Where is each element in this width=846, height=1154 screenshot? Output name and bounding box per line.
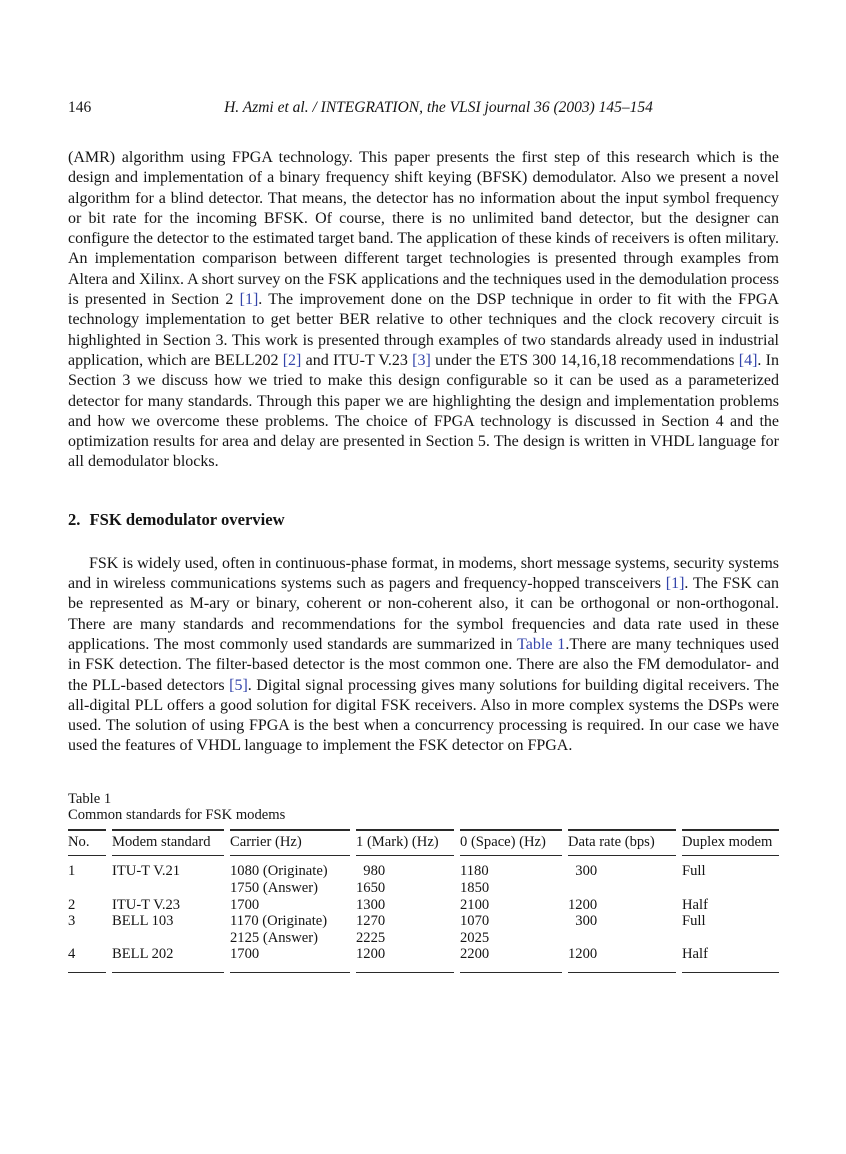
paragraph: FSK is widely used, often in continuous-phase format, in modems, short message systems, security systems and in wireless communications systems such as pagers and frequency-hopped transceivers [1]. The FSK can be represented as M-ary or binary, coherent or non-coherent also, it can be orthogonal or non-orthogonal. There are many standards and recommendations for the symbol frequencies and data rate used in these applications. The most commonly used standards are summarized in Table 1.There are many techniques used in FSK detection. The filter-based detector is the most common one. There are also the FM demodulator- and the PLL-based detectors [5]. Digital signal processing gives many solutions for building digital receivers. The all-digital PLL offers a good solution for digital FSK receivers. Also in more complex systems the DSPs were used. The solution of using FPGA is the best when a concurrency processing is required. In our case we have used the features of VHDL language to implement the FSK detector on FPGA. xyxy=(68,554,780,755)
cell-value: 300 xyxy=(575,863,598,880)
section-heading xyxy=(68,510,779,530)
citation-link-5[interactable]: [5] xyxy=(229,676,248,694)
section-title: FSK demodulator overview xyxy=(89,509,285,529)
fsk-standards-table xyxy=(62,829,785,973)
cell-value: 4 xyxy=(68,946,76,963)
table-cell xyxy=(568,946,676,973)
cell-value: 1270 xyxy=(356,913,386,930)
table-cell xyxy=(682,913,779,930)
cell-value: 1650 xyxy=(356,879,386,896)
column-header: Duplex modem xyxy=(682,829,779,856)
section-paragraphs xyxy=(68,554,779,757)
cell-value: Half xyxy=(682,896,708,913)
table-cell xyxy=(356,856,454,880)
cell-value: 2225 xyxy=(356,929,386,946)
table-cell xyxy=(230,897,350,914)
table-cell xyxy=(460,946,562,973)
table-cell xyxy=(112,930,224,947)
column-header: No. xyxy=(68,829,106,856)
cell-value: BELL 202 xyxy=(112,946,174,963)
citation-link-4[interactable]: [4] xyxy=(738,351,758,369)
table-cell xyxy=(68,930,106,947)
table-cell xyxy=(460,913,562,930)
table-caption-text: Common standards for FSK modems xyxy=(68,807,286,824)
table-cell xyxy=(112,897,224,914)
cell-value: 1200 xyxy=(568,946,598,963)
cell-value: Full xyxy=(682,913,706,930)
table-caption-label: Table 1 xyxy=(68,790,112,807)
table-cell xyxy=(112,913,224,930)
table-1-block xyxy=(68,791,779,973)
cell-value: 2200 xyxy=(460,946,490,963)
table-cell xyxy=(356,897,454,914)
cell-value: 1700 xyxy=(230,896,260,913)
table-row xyxy=(68,880,779,897)
table-cell xyxy=(68,856,106,880)
table-body xyxy=(68,856,779,973)
cell-value: 1200 xyxy=(356,946,386,963)
citation-link-2[interactable]: [2] xyxy=(282,351,302,369)
table-cell xyxy=(568,856,676,880)
table-cell xyxy=(112,946,224,973)
page-content xyxy=(68,0,779,973)
table-row xyxy=(68,913,779,930)
table-cell xyxy=(682,930,779,947)
citation-link-3[interactable]: [3] xyxy=(412,351,431,369)
table-cell xyxy=(460,880,562,897)
section-number: 2. xyxy=(68,509,81,529)
cell-value: 1080 (Originate) xyxy=(230,863,328,880)
cell-value: 3 xyxy=(68,913,76,930)
table-cell xyxy=(68,913,106,930)
column-header: 1 (Mark) (Hz) xyxy=(356,829,454,856)
table-cell xyxy=(460,930,562,947)
table-cell xyxy=(230,946,350,973)
cell-value: 1070 xyxy=(460,913,490,930)
table-cell xyxy=(230,930,350,947)
table-cell xyxy=(568,880,676,897)
running-title: H. Azmi et al. / INTEGRATION, the VLSI journal 36 (2003) 145–154 xyxy=(224,99,653,116)
table-cell xyxy=(356,913,454,930)
table-cell xyxy=(68,897,106,914)
column-header: Carrier (Hz) xyxy=(230,829,350,856)
table-cell xyxy=(460,856,562,880)
table-row xyxy=(68,930,779,947)
table-cell xyxy=(230,913,350,930)
cell-value: 980 xyxy=(363,863,386,880)
cell-value: Full xyxy=(682,863,706,880)
cell-value: Half xyxy=(682,946,708,963)
table-cell xyxy=(682,880,779,897)
table-cell xyxy=(356,880,454,897)
table-1-link[interactable]: Table 1 xyxy=(517,635,566,653)
cell-value: 1850 xyxy=(460,879,490,896)
table-cell xyxy=(568,897,676,914)
cell-value: 2 xyxy=(68,896,76,913)
table-cell xyxy=(460,897,562,914)
table-cell xyxy=(112,856,224,880)
column-header: Data rate (bps) xyxy=(568,829,676,856)
table-cell xyxy=(230,880,350,897)
cell-value: 1170 (Originate) xyxy=(230,913,328,930)
cell-value: 1750 (Answer) xyxy=(230,879,318,896)
table-cell xyxy=(230,856,350,880)
column-header: Modem standard xyxy=(112,829,224,856)
cell-value: 1180 xyxy=(460,863,489,880)
page-number: 146 xyxy=(68,99,92,116)
citation-link-1[interactable]: [1] xyxy=(239,291,259,309)
table-cell xyxy=(568,913,676,930)
cell-value: ITU-T V.23 xyxy=(112,896,181,913)
table-cell xyxy=(68,946,106,973)
table-header-row xyxy=(68,829,779,856)
cell-value: 300 xyxy=(575,913,598,930)
table-cell xyxy=(682,897,779,914)
table-cell xyxy=(568,930,676,947)
paragraph: (AMR) algorithm using FPGA technology. This paper presents the first step of this research which is the design and implementation of a binary frequency shift keying (BFSK) demodulator. Also we present a novel algorithm for a blind detector. That means, the detector has no information about the input symbol frequency or bit rate for the incoming BFSK. Of course, there is no unlimited band detector, but the designer can configure the detector to the estimated target band. The application of these kinds of receivers is often military. An implementation comparison between different target technologies is presented through examples from Altera and Xilinx. A short survey on the FSK applications and the techniques used in the demodulation process is presented in Section 2 [1]. The improvement done on the DSP technique in order to fit with the FPGA technology implementation to get better BER relative to other techniques and the clock recovery circuit is highlighted in Section 3. This work is presented through examples of two standards already used in industrial application, which are BELL202 [2] and ITU-T V.23 [3] under the ETS 300 14,16,18 recommendations [4]. In Section 3 we discuss how we tried to make this design configurable so it can be used as a parameterized detector for many standards. Through this paper we are highlighting the design and implementation problems and how we overcome these problems. The choice of FPGA technology is discussed in Section 4 and the optimization results for area and delay are presented in Section 5. The design is written in VHDL language for all demodulator blocks. xyxy=(68,149,779,471)
cell-value: 2125 (Answer) xyxy=(230,929,318,946)
table-cell xyxy=(68,880,106,897)
cell-value: 1 xyxy=(68,863,76,880)
page-header xyxy=(68,0,779,119)
cell-value: ITU-T V.21 xyxy=(112,863,181,880)
table-cell xyxy=(682,946,779,973)
table-row xyxy=(68,946,779,973)
table-row xyxy=(68,897,779,914)
cell-value: 1700 xyxy=(230,946,260,963)
table-cell xyxy=(356,946,454,973)
cell-value: BELL 103 xyxy=(112,913,174,930)
cell-value: 1300 xyxy=(356,896,386,913)
table-row xyxy=(68,856,779,880)
cell-value: 2100 xyxy=(460,896,490,913)
citation-link-1[interactable]: [1] xyxy=(665,575,685,593)
table-cell xyxy=(682,856,779,880)
table-cell xyxy=(112,880,224,897)
cell-value: 2025 xyxy=(460,929,490,946)
cell-value: 1200 xyxy=(568,896,598,913)
table-cell xyxy=(356,930,454,947)
intro-paragraphs xyxy=(68,148,779,473)
column-header: 0 (Space) (Hz) xyxy=(460,829,562,856)
